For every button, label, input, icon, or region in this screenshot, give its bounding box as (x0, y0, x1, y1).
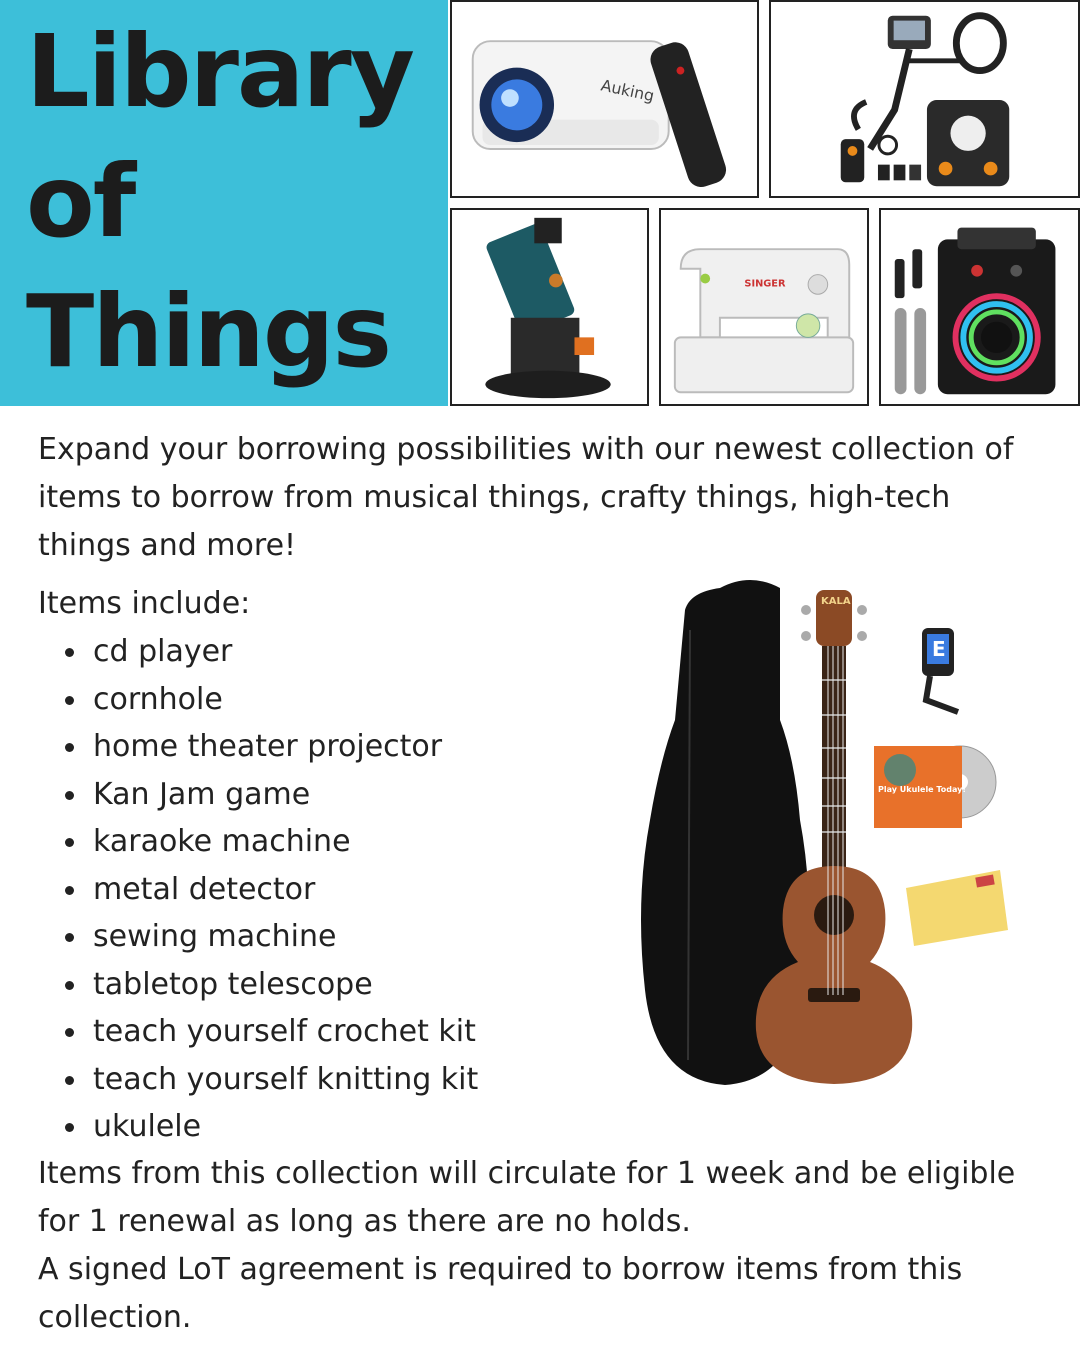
list-item: tabletop telescope (38, 961, 478, 1009)
sewing-machine-brand-text: SINGER (744, 278, 786, 290)
list-item: karaoke machine (38, 818, 478, 866)
list-item: teach yourself knitting kit (38, 1056, 478, 1104)
list-item: home theater projector (38, 723, 478, 771)
metal-detector-photo (769, 0, 1080, 198)
karaoke-machine-photo (879, 208, 1080, 406)
title-line-2: of (26, 143, 135, 260)
intro-paragraph: Expand your borrowing possibilities with our newest collection of items to borrow from musical things, crafty things, high-tech things and more! (38, 432, 1014, 563)
telescope-photo (450, 208, 649, 406)
list-item: Kan Jam game (38, 771, 478, 819)
list-item: metal detector (38, 866, 478, 914)
list-item: cd player (38, 628, 478, 676)
title-banner (0, 0, 448, 406)
projector-brand-text: Auking (599, 75, 656, 106)
ukulele-kit-image (630, 570, 1030, 1100)
list-item: ukulele (38, 1103, 478, 1151)
list-item: teach yourself crochet kit (38, 1008, 478, 1056)
ukulele-brand-text: KALA (821, 596, 851, 607)
sewing-machine-photo (659, 208, 869, 406)
agreement-notice: A signed LoT agreement is required to borrow items from this collection. (38, 1252, 963, 1335)
title-line-3: Things (26, 273, 390, 390)
item-list (38, 628, 478, 1151)
projector-photo (450, 0, 759, 198)
book-title: Play Ukulele Today! (878, 785, 967, 794)
circulation-policy: Items from this collection will circulate for 1 week and be eligible for 1 renewal as long as there are no holds. (38, 1156, 1016, 1239)
title-line-1: Library (26, 13, 413, 130)
list-item: sewing machine (38, 913, 478, 961)
tuner-letter: E (932, 637, 946, 661)
list-item: cornhole (38, 676, 478, 724)
items-label: Items include: (38, 586, 251, 621)
